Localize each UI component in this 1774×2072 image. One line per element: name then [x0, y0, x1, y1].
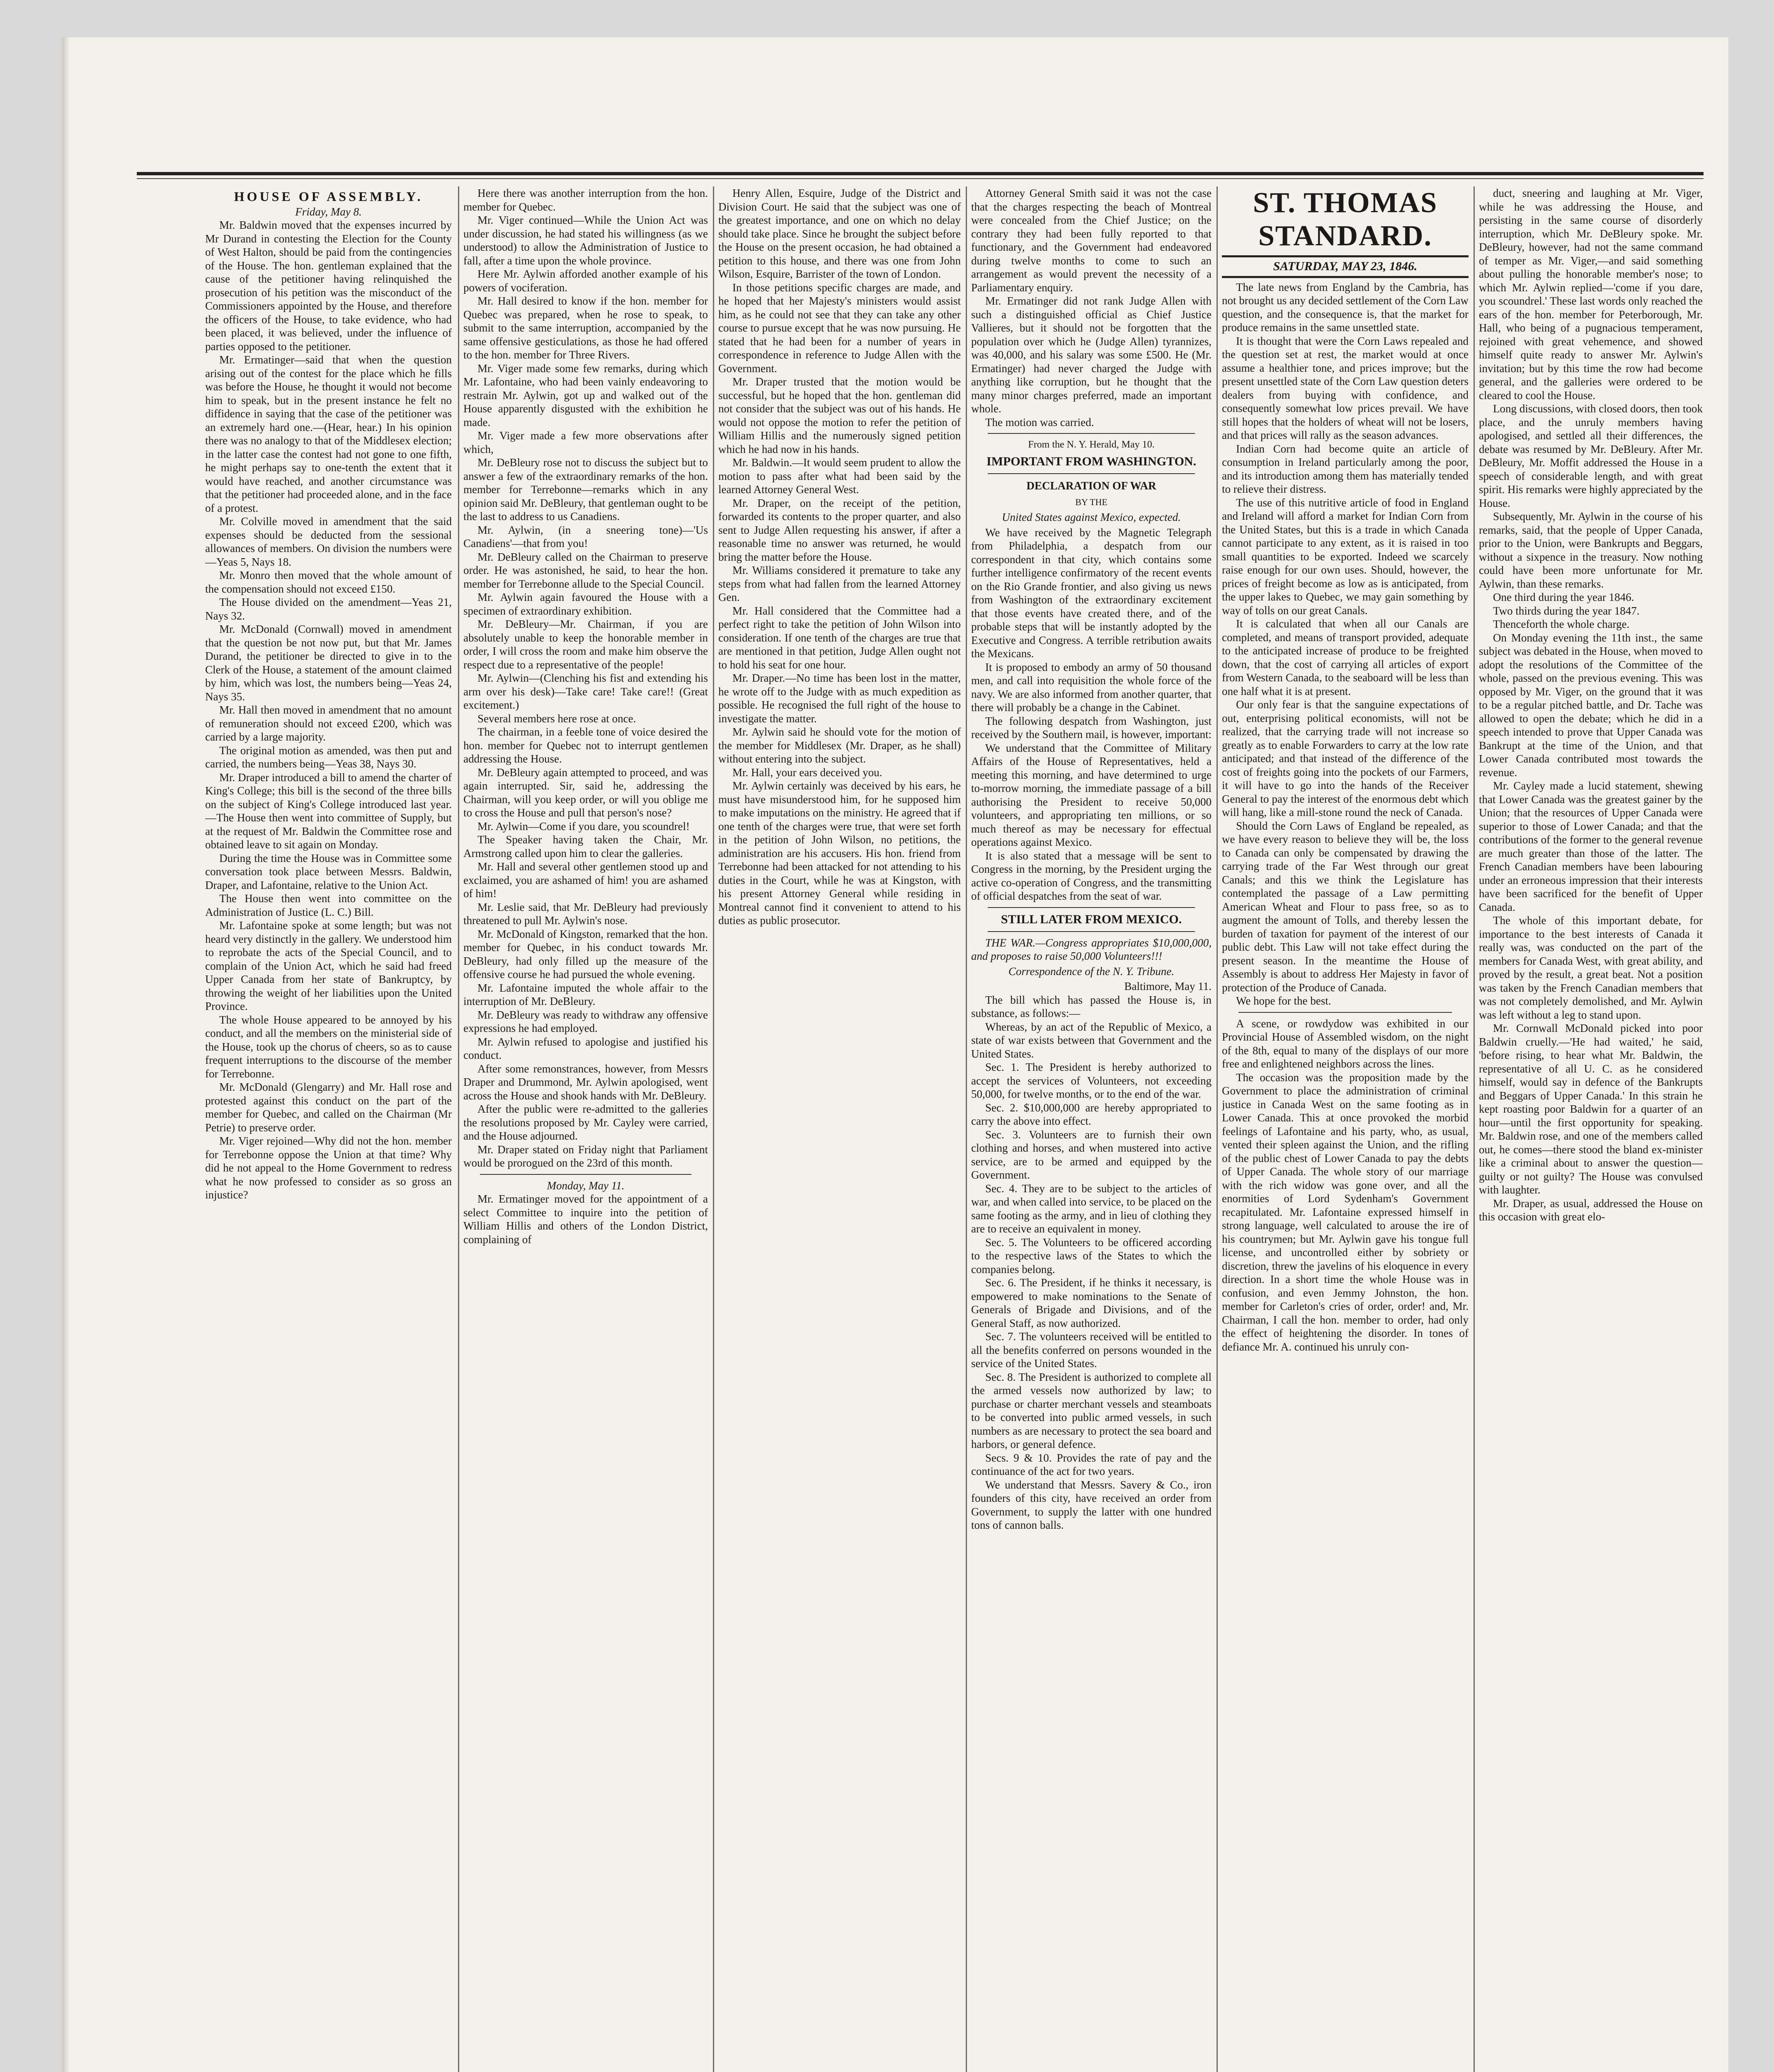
- paragraph: Mr. Draper, on the receipt of the petition, forwarded its contents to the proper quarter, and also sent to Judge Allen requesting his answer, if after a reasonable time no answer was returned, he would bring the matter before the House.: [718, 496, 961, 563]
- paragraph: It is calculated that when all our Canals are completed, and means of transport provided, adequate to the anticipated increase of produce to be freighted down, that the cost of carrying all articles of export from Western Canada, to the seaboard will be less than one half what it is at present.: [1222, 617, 1469, 697]
- subhead: Monday, May 11.: [547, 1179, 625, 1192]
- paragraph: Mr. Ermatinger did not rank Judge Allen with such a distinguished official as Chief Justice Vallieres, but it should not be forgotten that the population over which he (Judge Allen) tyrannizes, was 40,000, and his salary was some £500. He (Mr. Ermatinger) had never charged the Judge with anything like corruption, but he thought that the many minor charges preferred, made an important whole.: [971, 295, 1212, 415]
- paragraph: We hope for the best.: [1236, 995, 1331, 1007]
- paragraph: After some remonstrances, however, from Messrs Draper and Drummond, Mr. Aylwin apologised, went across the House and shook hands with Mr. DeBleury.: [463, 1062, 708, 1102]
- page-gutter-shadow: [62, 37, 70, 2072]
- column-divider: [458, 186, 459, 2072]
- paragraph: Mr. Draper, as usual, addressed the House on this occasion with great elo-: [1479, 1197, 1703, 1223]
- top-rule-thin: [137, 178, 1704, 179]
- paragraph: Sec. 5. The Volunteers to be officered according to the respective laws of the States to which the companies belong.: [971, 1236, 1212, 1276]
- paragraph: We understand that the Committee of Military Affairs of the House of Representatives, held a meeting this morning, and have determined to urge to-morrow morning, the immediate passage of a bill authorising the President to receive 50,000 volunteers, and appropriating ten millions, or so much thereof as may be necessary for effectual operations against Mexico.: [971, 741, 1212, 848]
- paragraph: Mr. Ermatinger—said that when the question arising out of the contest for the place which he fills was before the House, he thought it would not become him to speak, but in the present instance he felt no diffidence in saying that the case of the petitioner was an extremely hard one.—(Hear, hear.) In his opinion there was no analogy to that of the Middlesex election; in the latter case the contest had not gone to one fifth, he might perhaps say to one-tenth the extent that it would have reached, and another circumstance was that the petitioner had proceeded alone, and in the face of a protest.: [205, 353, 452, 514]
- paragraph: Henry Allen, Esquire, Judge of the District and Division Court. He said that the subject was one of the greatest importance, and one on which no delay should take place. Since he brought the subject before the House on the present occasion, he had obtained a petition to this house, and there was one from John Wilson, Esquire, Barrister of the town of London.: [718, 187, 961, 280]
- paragraph: The chairman, in a feeble tone of voice desired the hon. member for Quebec not to interrupt gentlemen addressing the House.: [463, 726, 708, 765]
- paragraph: Mr. Draper introduced a bill to amend the charter of King's College; this bill is the second of the three bills on the subject of King's College introduced last year.—The House then went into committee of Supply, but at the request of Mr. Baldwin the Committee rose and obtained leave to sit again on Monday.: [205, 771, 452, 851]
- paragraph: Mr. Leslie said, that Mr. DeBleury had previously threatened to pull Mr. Aylwin's nose.: [463, 900, 708, 927]
- paragraph: Attorney General Smith said it was not the case that the charges respecting the beach of Montreal were concealed from the Chief Justice; on the contrary they had been fully reported to that functionary, and the Government had endeavored during twelve months to come to such an arrangement as would prevent the necessity of a Parliamentary enquiry.: [971, 187, 1212, 294]
- paragraph: We have received by the Magnetic Telegraph from Philadelphia, a despatch from our correspondent in that city, which contains some further intelligence confirmatory of the recent events on the Rio Grande frontier, and also giving us news from Washington of the extraordinary excitement that those events have created there, and of the probable steps that will be instantly adopted by the Executive and Congress. A terrible retribution awaits the Mexicans.: [971, 526, 1212, 660]
- article-body: [463, 186, 708, 1170]
- masthead-dateline: SATURDAY, MAY 23, 1846.: [1273, 259, 1418, 273]
- paragraph: The motion was carried.: [985, 416, 1094, 428]
- paragraph: Long discussions, with closed doors, then took place, and the unruly members having apologised, and settled all their differences, the debate was resumed by Mr. DeBleury. After Mr. DeBleury, Mr. Moffit addressed the House in a speech of considerable length, and with great spirit. His remarks were highly appreciated by the House.: [1479, 402, 1703, 509]
- paragraph: In those petitions specific charges are made, and he hoped that her Majesty's ministers would assist him, as he could not see that they can take any other course to pursue except that he was now pursuing. He stated that he had been for a number of years in correspondence in reference to Judge Allen with the Government.: [718, 281, 961, 375]
- column-divider: [1217, 186, 1218, 2072]
- section-rule: [988, 473, 1195, 474]
- column-6: [1479, 186, 1703, 2072]
- paragraph: One third during the year 1846.: [1493, 591, 1634, 603]
- paragraph: Mr. Aylwin—Come if you dare, you scoundrel!: [477, 820, 690, 833]
- column-2: [463, 186, 708, 2072]
- paragraph: Mr. DeBleury called on the Chairman to preserve order. He was astonished, he said, to hear the hon. member for Terrebonne allude to the Special Council.: [463, 550, 708, 590]
- headline: STILL LATER FROM MEXICO.: [1001, 912, 1182, 926]
- paragraph: Mr. Baldwin moved that the expenses incurred by Mr Durand in contesting the Election for the County of West Halton, should be paid from the contingencies of the House. The hon. gentleman explained that the cause of the petitioner having relinquished the prosecution of his petition was the misconduct of the Commissioners appointed by the House, and therefore the officers of the House, to take evidence, who had been placed, it was believed, under the influence of parties opposed to the petitioner.: [205, 219, 452, 353]
- masthead-title: ST. THOMAS STANDARD.: [1253, 187, 1438, 252]
- paragraph: During the time the House was in Committee some conversation took place between Messrs. Baldwin, Draper, and Lafontaine, relative to the Union Act.: [205, 852, 452, 891]
- headline: IMPORTANT FROM WASHINGTON.: [986, 454, 1196, 468]
- paragraph: Here there was another interruption from the hon. member for Quebec.: [463, 187, 708, 213]
- paragraph: Should the Corn Laws of England be repealed, as we have every reason to believe they will be, the loss to Canada can only be compensated by drawing the carrying trade of the Far West through our great Canals; and this we think the Legislature has contemplated the passage of a Law permitting American Wheat and Flour to pass free, so as to augment the amount of Tolls, and thereby lessen the burden of taxation for payment of the interest of our public debt. This Law will not take effect during the present season. In the meantime the House of Assembly is about to address Her Majesty in favor of protection of the Produce of Canada.: [1222, 819, 1469, 994]
- paragraph: Mr. McDonald (Cornwall) moved in amendment that the question be not now put, but that Mr. James Durand, the petitioner be directed to give in to the Clerk of the House, a statement of the amount claimed by him, which was lost, the numbers being—Yeas 24, Nays 35.: [205, 623, 452, 703]
- masthead-rule: [1222, 276, 1469, 278]
- paragraph: Sec. 4. They are to be subject to the articles of war, and when called into service, to be placed on the same footing as the army, and in lieu of clothing they are to receive an equivalent in money.: [971, 1182, 1212, 1235]
- paragraph: Mr. Viger rejoined—Why did not the hon. member for Terrebonne oppose the Union at that time? Why did he not appeal to the Home Government to redress what he now professed to consider as so gross an injustice?: [205, 1135, 452, 1201]
- column-1: [205, 186, 452, 2072]
- subheadline: BY THE: [1075, 496, 1108, 507]
- paragraph: Sec. 6. The President, if he thinks it necessary, is empowered to make nominations to the Senate of Generals of Brigade and Divisions, and of the General Staff, as now authorized.: [971, 1276, 1212, 1329]
- column-4: [971, 186, 1212, 2072]
- paragraph: Sec. 2. $10,000,000 are hereby appropriated to carry the above into effect.: [971, 1101, 1212, 1127]
- paragraph: Sec. 1. The President is hereby authorized to accept the services of Volunteers, not exceeding 50,000, for twelve months, or to the end of the war.: [971, 1061, 1212, 1100]
- column-divider: [966, 186, 967, 2072]
- paragraph: The House divided on the amendment—Yeas 21, Nays 32.: [205, 596, 452, 622]
- paragraph: Secs. 9 & 10. Provides the rate of pay and the continuance of the act for two years.: [971, 1451, 1212, 1477]
- paragraph: Mr. Ermatinger moved for the appointment of a select Committee to inquire into the petition of William Hillis and others of the London District, complaining of: [463, 1193, 708, 1246]
- column-divider: [1473, 186, 1475, 2072]
- paragraph: Mr. Aylwin certainly was deceived by his ears, he must have misunderstood him, for he supposed him to make imputations on the ministry. He agreed that if one tenth of the charges were true, that were set forth in the petition of John Wilson, no petitions, the administration are his accusers. His hon. friend from Terrebonne had been attacked for not attending to his duties in the Court, while he was at Kingston, with his present Attorney General while residing in Montreal cannot find it convenient to attend to his duties as public prosecutor.: [718, 779, 961, 927]
- paragraph: Mr. Aylwin—(Clenching his fist and extending his arm over his desk)—Take care! Take care!! (Great excitement.): [463, 672, 708, 711]
- war-line: THE WAR.—Congress appropriates $10,000,000, and proposes to raise 50,000 Volunteers!!!: [971, 936, 1212, 962]
- correspondence-line: Correspondence of the N. Y. Tribune.: [1008, 965, 1175, 978]
- paragraph: It is thought that were the Corn Laws repealed and the question set at rest, the market would at once assume a healthier tone, and prices improve; but the present unsettled state of the Corn Law question deters dealers from buying with confidence, and consequently somewhat low prices prevail. We have still hopes that the holders of wheat will not be losers, and that prices will rally as the season advances.: [1222, 334, 1469, 441]
- section-rule: [988, 931, 1195, 932]
- paragraph: Mr. Cayley made a lucid statement, shewing that Lower Canada was the greatest gainer by the Union; that the resources of Upper Canada were superior to those of Lower Canada; and that the contributions of the former to the general revenue are much greater than those of the latter. The French Canadian members have been labouring under an erroneous impression that their interests have been sacrificed for the benefit of Upper Canada.: [1479, 779, 1703, 913]
- paragraph: Sec. 8. The President is authorized to complete all the armed vessels now authorized by law; to purchase or charter merchant vessels and steamboats to be converted into public armed vessels, in such numbers as are necessary to protect the sea board and harbors, or general defence.: [971, 1370, 1212, 1450]
- paragraph: duct, sneering and laughing at Mr. Viger, while he was addressing the House, and persisting in the same course of disorderly interruption, which Mr. DeBleury spoke. Mr. DeBleury, however, had not the same command of temper as Mr. Viger,—and said something about pulling the honorable member's nose; to which Mr. Aylwin replied—'come if you dare, you scoundrel.' These last words only reached the ears of the hon. member for Peterborough, Mr. Hall, who being of a pugnacious temperament, rejoined with great vehemence, and showed himself quite ready to answer Mr. Aylwin's invitation; but by this time the row had become general, and the galleries were ordered to be cleared to cool the House.: [1479, 187, 1703, 402]
- column-5: [1222, 186, 1469, 2072]
- subheadline: DECLARATION OF WAR: [1026, 479, 1156, 492]
- top-rule: [137, 172, 1704, 175]
- paragraph: The whole House appeared to be annoyed by his conduct, and all the members on the ministerial side of the House, took up the chorus of cheers, so as to cause frequent interruptions to the discourse of the member for Terrebonne.: [205, 1013, 452, 1080]
- article-body: [971, 526, 1212, 903]
- column-divider: [713, 186, 714, 2072]
- paragraph: The House then went into committee on the Administration of Justice (L. C.) Bill.: [205, 892, 452, 918]
- paragraph: It is proposed to embody an army of 50 thousand men, and call into requisition the whole force of the navy. We are also informed from another quarter, that there will probably be a change in the Cabinet.: [971, 661, 1212, 714]
- section-rule: [480, 1174, 691, 1175]
- paragraph: Mr. DeBleury again attempted to proceed, and was again interrupted. Sir, said he, addressing the Chairman, will you keep order, or will you oblige me to cross the House and pull that person's nose?: [463, 766, 708, 819]
- paragraph: The bill which has passed the House is, in substance, as follows:—: [971, 993, 1212, 1019]
- article-body: [971, 186, 1212, 429]
- paragraph: Mr. Hall then moved in amendment that no amount of remuneration should not exceed £200, which was carried by a large majority.: [205, 704, 452, 743]
- paragraph: The following despatch from Washington, just received by the Southern mail, is however, important:: [971, 714, 1212, 741]
- paragraph: Mr. McDonald (Glengarry) and Mr. Hall rose and protested against this conduct on the part of the member for Quebec, and called on the Chairman (Mr Petrie) to preserve order.: [205, 1081, 452, 1134]
- paragraph: Mr. DeBleury was ready to withdraw any offensive expressions he had employed.: [463, 1008, 708, 1034]
- paragraph: It is also stated that a message will be sent to Congress in the morning, by the President urging the active co-operation of Congress, and the transmitting of official despatches from the seat of war.: [971, 849, 1212, 902]
- paragraph: Whereas, by an act of the Republic of Mexico, a state of war exists between that Government and the United States.: [971, 1020, 1212, 1060]
- paragraph: Mr. Draper trusted that the motion would be successful, but he hoped that the hon. gentleman did not consider that the subject was out of his hands. He would not oppose the motion to refer the petition of William Hillis and the numerously signed petition which he had now in his hands.: [718, 375, 961, 455]
- paragraph: Mr. Colville moved in amendment that the said expenses should be deducted from the sessional allowances of members. On division the numbers were—Yeas 5, Nays 18.: [205, 515, 452, 568]
- article-body: [718, 186, 961, 927]
- paragraph: Mr. Aylwin, (in a sneering tone)—'Us Canadiens'—that from you!: [463, 523, 708, 549]
- paragraph: Mr. Draper.—No time has been lost in the matter, he wrote off to the Judge with as much expedition as possible. He recognised the full right of the house to investigate the matter.: [718, 672, 961, 725]
- paragraph: The original motion as amended, was then put and carried, the numbers being—Yeas 38, Nays 30.: [205, 744, 452, 770]
- paragraph: We understand that Messrs. Savery & Co., iron founders of this city, have received an order from Government, to supply the latter with one hundred tons of cannon balls.: [971, 1478, 1212, 1531]
- paragraph: Mr. Hall, your ears deceived you.: [732, 766, 882, 779]
- article-body: [1222, 281, 1469, 1008]
- paragraph: Mr. DeBleury—Mr. Chairman, if you are absolutely unable to keep the honorable member in order, I will cross the room and make him observe the respect due to a representative of the people!: [463, 618, 708, 671]
- source-line: From the N. Y. Herald, May 10.: [1028, 439, 1155, 450]
- paragraph: Mr. Hall considered that the Committee had a perfect right to take the petition of John Wilson into consideration. If one tenth of the charges are true that are mentioned in that petition, Judge Allen ought not to hold his seat for one hour.: [718, 604, 961, 671]
- paragraph: The whole of this important debate, for importance to the best interests of Canada it really was, was conducted on the part of the members for Canada West, with great ability, and proved by the result, a great beat. Not a position was taken by the French Canadian members that was not completely demolished, and Mr. Aylwin was left without a leg to stand upon.: [1479, 914, 1703, 1021]
- paragraph: Indian Corn had become quite an article of consumption in Ireland particularly among the poor, and its introduction among them has materially tended to relieve their distress.: [1222, 442, 1469, 495]
- paragraph: A scene, or rowdydow was exhibited in our Provincial House of Assembled wisdom, on the night of the 8th, equal to many of the displays of our more free and enlightened neighbors across the lines.: [1222, 1017, 1469, 1070]
- paragraph: Mr. Hall desired to know if the hon. member for Quebec was prepared, when he rose to speak, to submit to the same interruption, accompanied by the same offensive gesticulations, as those he had offered to the hon. member for Three Rivers.: [463, 295, 708, 361]
- paragraph: Mr. Aylwin refused to apologise and justified his conduct.: [463, 1035, 708, 1061]
- dateline: Friday, May 8.: [295, 205, 362, 218]
- paragraph: Mr. Aylwin said he should vote for the motion of the member for Middlesex (Mr. Draper, as he shall) without entering into the subject.: [718, 726, 961, 765]
- paragraph: The late news from England by the Cambria, has not brought us any decided settlement of the Corn Law question, and the consequence is, that the market for produce remains in the same unsettled state.: [1222, 281, 1469, 334]
- masthead-rule: [1222, 255, 1469, 257]
- paragraph: Two thirds during the year 1847.: [1493, 604, 1640, 617]
- paragraph: Here Mr. Aylwin afforded another example of his powers of vociferation.: [463, 268, 708, 294]
- paragraph: Mr. Baldwin.—It would seem prudent to allow the motion to pass after what had been said by the learned Attorney General West.: [718, 456, 961, 496]
- paragraph: Mr. Williams considered it premature to take any steps from what had fallen from the learned Attorney Gen.: [718, 564, 961, 603]
- column-3: [718, 186, 961, 2072]
- section-rule: [988, 907, 1195, 908]
- paragraph: Mr. Lafontaine spoke at some length; but was not heard very distinctly in the gallery. We understood him to reprobate the acts of the Special Council, and to complain of the Union Act, which he said had freed Upper Canada from her state of Bankruptcy, by throwing the weight of her liabilities upon the United Province.: [205, 919, 452, 1012]
- section-heading: HOUSE OF ASSEMBLY.: [234, 189, 423, 204]
- paragraph: Thenceforth the whole charge.: [1493, 618, 1630, 630]
- paragraph: Mr. Aylwin again favoured the House with a specimen of extraordinary exhibition.: [463, 591, 708, 617]
- paragraph: Subsequently, Mr. Aylwin in the course of his remarks, said, that the people of Upper Canada, prior to the Union, were Bankrupts and Beggars, without a sixpence in the treasury. Now nothing could have been more unfortunate for Mr. Aylwin, than these remarks.: [1479, 510, 1703, 590]
- paragraph: Mr. Hall and several other gentlemen stood up and exclaimed, you are ashamed of him! you are ashamed of him!: [463, 860, 708, 900]
- place-line: Baltimore, May 11.: [1124, 980, 1212, 992]
- paragraph: Sec. 3. Volunteers are to furnish their own clothing and horses, and when mustered into active service, are to be armed and equipped by the Government.: [971, 1128, 1212, 1181]
- article-body: [1222, 1017, 1469, 1354]
- paragraph: Mr. Viger continued—While the Union Act was under discussion, he had stated his willingness (as we understood) to allow the Administration of Justice to fall, after a time upon the whole province.: [463, 214, 708, 267]
- paragraph: Mr. Draper stated on Friday night that Parliament would be prorogued on the 23rd of this month.: [463, 1143, 708, 1169]
- paragraph: Our only fear is that the sanguine expectations of out, enterprising political economists, will not be realized, that the carrying trade will not increase so greatly as to enable Forwarders to carry at the low rate anticipated; and that instead of the difference of the cost of freights going into the pockets of our Farmers, it will have to go into the hands of the Receiver General to pay the interest of the enormous debt which will hang, like a mill-stone round the neck of Canada.: [1222, 698, 1469, 818]
- paragraph: Sec. 7. The volunteers received will be entitled to all the benefits conferred on persons wounded in the service of the United States.: [971, 1330, 1212, 1370]
- subheadline: United States against Mexico, expected.: [1002, 511, 1181, 523]
- paragraph: Mr. Monro then moved that the whole amount of the compensation should not exceed £150.: [205, 569, 452, 595]
- section-rule: [1238, 1012, 1452, 1013]
- paragraph: Several members here rose at once.: [477, 712, 636, 725]
- paragraph: The Speaker having taken the Chair, Mr. Armstrong called upon him to clear the galleries.: [463, 833, 708, 859]
- paragraph: Mr. Viger made some few remarks, during which Mr. Lafontaine, who had been vainly endeavoring to restrain Mr. Aylwin, got up and walked out of the House apparently disgusted with the exhibition he made.: [463, 362, 708, 428]
- article-body: [1479, 186, 1703, 1224]
- section-rule: [988, 433, 1195, 434]
- paragraph: Mr. Lafontaine imputed the whole affair to the interruption of Mr. DeBleury.: [463, 981, 708, 1007]
- article-body: [971, 993, 1212, 1532]
- paragraph: The use of this nutritive article of food in England and Ireland will afford a market for Indian Corn from the United States, but this is a trade in which Canada cannot participate to any extent, as it is raised in too small quantities to be exported. Indeed we scarcely raise enough for our own uses. Should, however, the prices of freight become as low as is anticipated, from the upper lakes to Quebec, we may gain something by way of tolls on our great Canals.: [1222, 496, 1469, 617]
- paragraph: Mr. Viger made a few more observations after which,: [463, 429, 708, 455]
- paragraph: Mr. Cornwall McDonald picked into poor Baldwin cruelly.—'He had waited,' he said, 'before rising, to hear what Mr. Baldwin, the representative of all U. C. as he considered himself, would say in defence of the Bankrupts and Beggars of Upper Canada.' In this strain he kept roasting poor Baldwin for a quarter of an hour—until the first opportunity for speaking. Mr. Baldwin rose, and one of the members called out, he comes—there stood the bland ex-minister like a criminal about to answer the question—guilty or not guilty? The House was convulsed with laughter.: [1479, 1022, 1703, 1196]
- paragraph: The occasion was the proposition made by the Government to place the administration of criminal justice in Canada West on the same footing as in Lower Canada. This at once provoked the morbid feelings of Lafontaine and his party, who, as usual, vented their spleen against the Union, and the rifling of the public chest of Lower Canada to pay the debts of Upper Canada. The whole story of our marriage with the rich widow was gone over, and all the enormities of Lord Sydenham's Government recapitulated. Mr. Lafontaine expressed himself in strong language, well calculated to arouse the ire of his countrymen; but Mr. Aylwin gave his tongue full license, and uncontrolled either by sobriety or discretion, threw the javelins of his eloquence in every direction. In a short time the whole House was in confusion, and even Jemmy Johnston, the hon. member for Carleton's cries of order, order! and, Mr. Chairman, I call the hon. member to order, had only the effect of heightening the disorder. In tones of defiance Mr. A. continued his unruly con-: [1222, 1071, 1469, 1353]
- paragraph: On Monday evening the 11th inst., the same subject was debated in the House, when moved to adopt the resolutions of the Committee of the whole, passed on the previous evening. This was opposed by Mr. Viger, on the ground that it was to be a regular pitched battle, and Dr. Tache was allowed to open the debate; which he did in a speech intended to prove that Upper Canada was Bankrupt at the time of the Union, and that Lower Canada contributed most towards the revenue.: [1479, 631, 1703, 779]
- paragraph: Mr. McDonald of Kingston, remarked that the hon. member for Quebec, in his conduct towards Mr. DeBleury, had only filled up the measure of the offensive course he had pursued the whole evening.: [463, 927, 708, 980]
- article-body: [205, 218, 452, 1202]
- paragraph: Mr. DeBleury rose not to discuss the subject but to answer a few of the extraordinary remarks of the hon. member for Terrebonne—remarks which in any opinion said Mr. DeBleury, that gentleman ought to be the last to address to us Canadiens.: [463, 456, 708, 523]
- paragraph: After the public were re-admitted to the galleries the resolutions proposed by Mr. Cayley were carried, and the House adjourned.: [463, 1103, 708, 1142]
